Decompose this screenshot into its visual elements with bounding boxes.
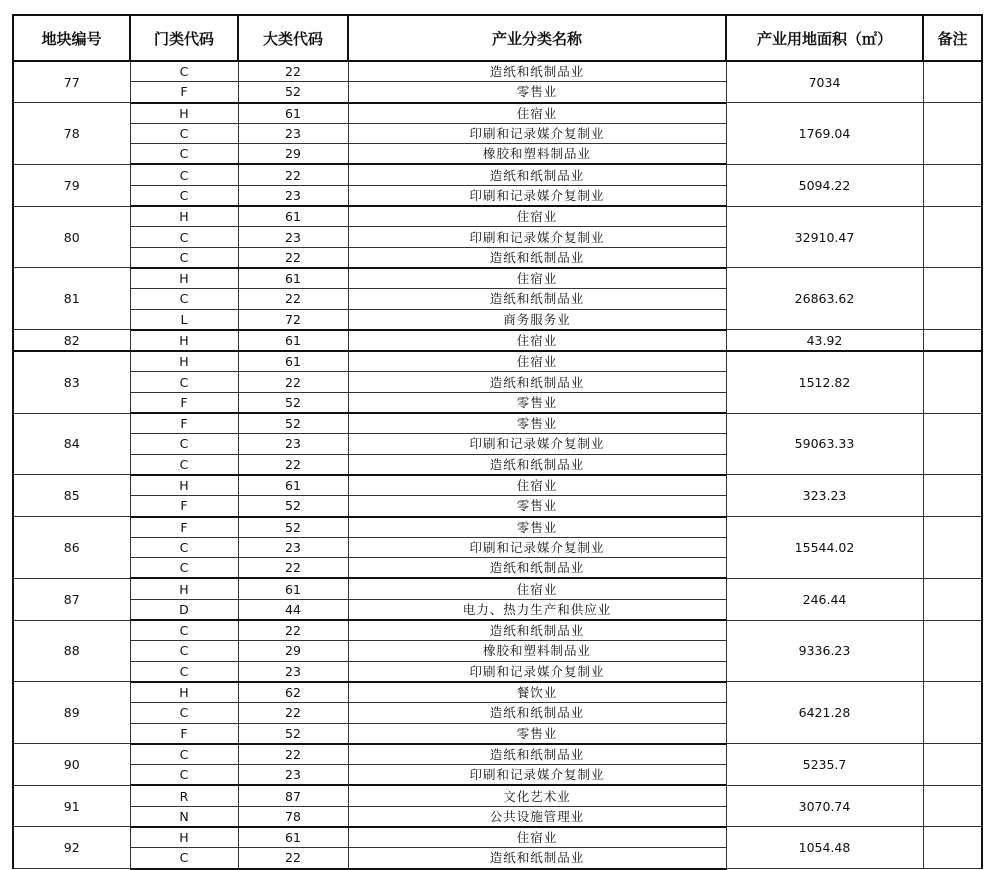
industry-name-cell: 造纸和纸制品业 [348,164,726,185]
section-code-cell: C [130,123,238,143]
section-code-cell: F [130,496,238,517]
section-code-cell: F [130,82,238,103]
section-code-cell: D [130,599,238,620]
table-row [13,413,982,434]
area-cell: 5094.22 [726,164,923,206]
section-code-cell: C [130,164,238,185]
division-code-cell: 61 [238,103,348,124]
division-code-cell: 23 [238,185,348,206]
division-code-cell: 22 [238,454,348,475]
table-row [13,682,982,703]
industry-name-cell: 住宿业 [348,206,726,227]
industry-name-cell: 印刷和记录媒介复制业 [348,434,726,454]
division-code-cell: 78 [238,806,348,827]
area-cell: 1054.48 [726,827,923,869]
area-cell: 3070.74 [726,785,923,827]
area-cell: 43.92 [726,330,923,351]
section-code-cell: L [130,309,238,330]
industry-name-cell: 文化艺术业 [348,785,726,806]
area-cell: 1769.04 [726,103,923,165]
remarks-cell [923,827,982,869]
section-code-cell: C [130,227,238,247]
section-code-cell: N [130,806,238,827]
division-code-cell: 87 [238,785,348,806]
division-code-cell: 61 [238,827,348,848]
industry-name-cell: 造纸和纸制品业 [348,744,726,765]
area-cell: 26863.62 [726,268,923,330]
division-code-cell: 22 [238,61,348,82]
header-division-code: 大类代码 [238,15,348,61]
header-block-no: 地块编号 [13,15,130,61]
section-code-cell: H [130,475,238,496]
section-code-cell: C [130,537,238,557]
table-row [13,103,982,124]
division-code-cell: 22 [238,372,348,392]
table-row [13,268,982,289]
industry-name-cell: 造纸和纸制品业 [348,372,726,392]
section-code-cell: C [130,372,238,392]
division-code-cell: 61 [238,330,348,351]
division-code-cell: 61 [238,578,348,599]
section-code-cell: H [130,206,238,227]
block-no-cell: 88 [13,620,130,682]
remarks-cell [923,61,982,103]
division-code-cell: 62 [238,682,348,703]
header-section-code: 门类代码 [130,15,238,61]
industry-name-cell: 印刷和记录媒介复制业 [348,661,726,682]
division-code-cell: 22 [238,558,348,579]
industry-name-cell: 橡胶和塑料制品业 [348,641,726,661]
industry-name-cell: 造纸和纸制品业 [348,558,726,579]
industry-name-cell: 零售业 [348,392,726,413]
table-row [13,827,982,848]
division-code-cell: 52 [238,496,348,517]
remarks-cell [923,206,982,268]
table-row [13,785,982,806]
section-code-cell: C [130,641,238,661]
block-no-cell: 77 [13,61,130,103]
section-code-cell: C [130,247,238,268]
section-code-cell: C [130,185,238,206]
division-code-cell: 52 [238,517,348,538]
remarks-cell [923,620,982,682]
header-industry-name: 产业分类名称 [348,15,726,61]
industry-name-cell: 印刷和记录媒介复制业 [348,765,726,786]
section-code-cell: C [130,454,238,475]
industry-name-cell: 零售业 [348,496,726,517]
block-no-cell: 81 [13,268,130,330]
division-code-cell: 44 [238,599,348,620]
area-cell: 323.23 [726,475,923,517]
table-row [13,330,982,351]
industry-name-cell: 商务服务业 [348,309,726,330]
section-code-cell: F [130,723,238,744]
table-row [13,475,982,496]
section-code-cell: C [130,744,238,765]
block-no-cell: 80 [13,206,130,268]
area-cell: 9336.23 [726,620,923,682]
division-code-cell: 23 [238,434,348,454]
division-code-cell: 72 [238,309,348,330]
table-body [13,61,982,869]
block-no-cell: 89 [13,682,130,744]
block-no-cell: 86 [13,517,130,579]
table-row [13,744,982,765]
industry-name-cell: 造纸和纸制品业 [348,454,726,475]
remarks-cell [923,744,982,786]
division-code-cell: 61 [238,351,348,372]
block-no-cell: 78 [13,103,130,165]
section-code-cell: C [130,558,238,579]
remarks-cell [923,164,982,206]
area-cell: 5235.7 [726,744,923,786]
industry-name-cell: 住宿业 [348,351,726,372]
block-no-cell: 92 [13,827,130,869]
section-code-cell: C [130,765,238,786]
remarks-cell [923,103,982,165]
industry-name-cell: 电力、热力生产和供应业 [348,599,726,620]
area-cell: 6421.28 [726,682,923,744]
division-code-cell: 23 [238,661,348,682]
table-row [13,620,982,641]
industry-name-cell: 造纸和纸制品业 [348,289,726,309]
block-no-cell: 91 [13,785,130,827]
section-code-cell: H [130,827,238,848]
section-code-cell: H [130,682,238,703]
industry-name-cell: 造纸和纸制品业 [348,620,726,641]
remarks-cell [923,785,982,827]
block-no-cell: 90 [13,744,130,786]
block-no-cell: 87 [13,578,130,620]
area-cell: 59063.33 [726,413,923,475]
industry-name-cell: 印刷和记录媒介复制业 [348,185,726,206]
section-code-cell: C [130,703,238,723]
industry-name-cell: 公共设施管理业 [348,806,726,827]
division-code-cell: 22 [238,620,348,641]
industry-name-cell: 零售业 [348,413,726,434]
division-code-cell: 61 [238,268,348,289]
industry-name-cell: 住宿业 [348,578,726,599]
remarks-cell [923,330,982,351]
industry-name-cell: 印刷和记录媒介复制业 [348,123,726,143]
division-code-cell: 23 [238,537,348,557]
table-row [13,578,982,599]
division-code-cell: 52 [238,392,348,413]
division-code-cell: 23 [238,765,348,786]
section-code-cell: H [130,268,238,289]
section-code-cell: F [130,392,238,413]
block-no-cell: 82 [13,330,130,351]
area-cell: 32910.47 [726,206,923,268]
industry-name-cell: 造纸和纸制品业 [348,848,726,869]
header-area: 产业用地面积（㎡） [726,15,923,61]
division-code-cell: 22 [238,744,348,765]
industry-name-cell: 零售业 [348,723,726,744]
section-code-cell: C [130,61,238,82]
block-no-cell: 79 [13,164,130,206]
table-row [13,164,982,185]
area-cell: 1512.82 [726,351,923,413]
industry-name-cell: 住宿业 [348,827,726,848]
industry-name-cell: 印刷和记录媒介复制业 [348,537,726,557]
division-code-cell: 22 [238,289,348,309]
industry-name-cell: 造纸和纸制品业 [348,61,726,82]
industry-name-cell: 造纸和纸制品业 [348,703,726,723]
section-code-cell: H [130,103,238,124]
block-no-cell: 85 [13,475,130,517]
remarks-cell [923,351,982,413]
table-row [13,351,982,372]
block-no-cell: 84 [13,413,130,475]
industry-name-cell: 餐饮业 [348,682,726,703]
industrial-land-table [12,14,983,870]
division-code-cell: 23 [238,227,348,247]
industry-name-cell: 住宿业 [348,330,726,351]
header-remarks: 备注 [923,15,982,61]
division-code-cell: 61 [238,475,348,496]
remarks-cell [923,475,982,517]
division-code-cell: 22 [238,164,348,185]
section-code-cell: H [130,351,238,372]
section-code-cell: C [130,661,238,682]
industry-name-cell: 零售业 [348,517,726,538]
remarks-cell [923,268,982,330]
industry-name-cell: 住宿业 [348,103,726,124]
division-code-cell: 22 [238,848,348,869]
industry-name-cell: 住宿业 [348,268,726,289]
table-row [13,61,982,82]
section-code-cell: R [130,785,238,806]
remarks-cell [923,578,982,620]
header-row [13,15,982,61]
block-no-cell: 83 [13,351,130,413]
section-code-cell: H [130,578,238,599]
industry-name-cell: 住宿业 [348,475,726,496]
industry-name-cell: 橡胶和塑料制品业 [348,144,726,165]
section-code-cell: C [130,620,238,641]
area-cell: 15544.02 [726,517,923,579]
industry-name-cell: 印刷和记录媒介复制业 [348,227,726,247]
division-code-cell: 22 [238,247,348,268]
division-code-cell: 52 [238,413,348,434]
industry-name-cell: 造纸和纸制品业 [348,247,726,268]
section-code-cell: F [130,517,238,538]
section-code-cell: H [130,330,238,351]
table-row [13,517,982,538]
area-cell: 246.44 [726,578,923,620]
remarks-cell [923,413,982,475]
division-code-cell: 29 [238,641,348,661]
area-cell: 7034 [726,61,923,103]
section-code-cell: F [130,413,238,434]
remarks-cell [923,682,982,744]
division-code-cell: 29 [238,144,348,165]
remarks-cell [923,517,982,579]
table-row [13,206,982,227]
section-code-cell: C [130,144,238,165]
section-code-cell: C [130,848,238,869]
section-code-cell: C [130,289,238,309]
division-code-cell: 22 [238,703,348,723]
division-code-cell: 52 [238,723,348,744]
division-code-cell: 52 [238,82,348,103]
section-code-cell: C [130,434,238,454]
division-code-cell: 23 [238,123,348,143]
division-code-cell: 61 [238,206,348,227]
industry-name-cell: 零售业 [348,82,726,103]
